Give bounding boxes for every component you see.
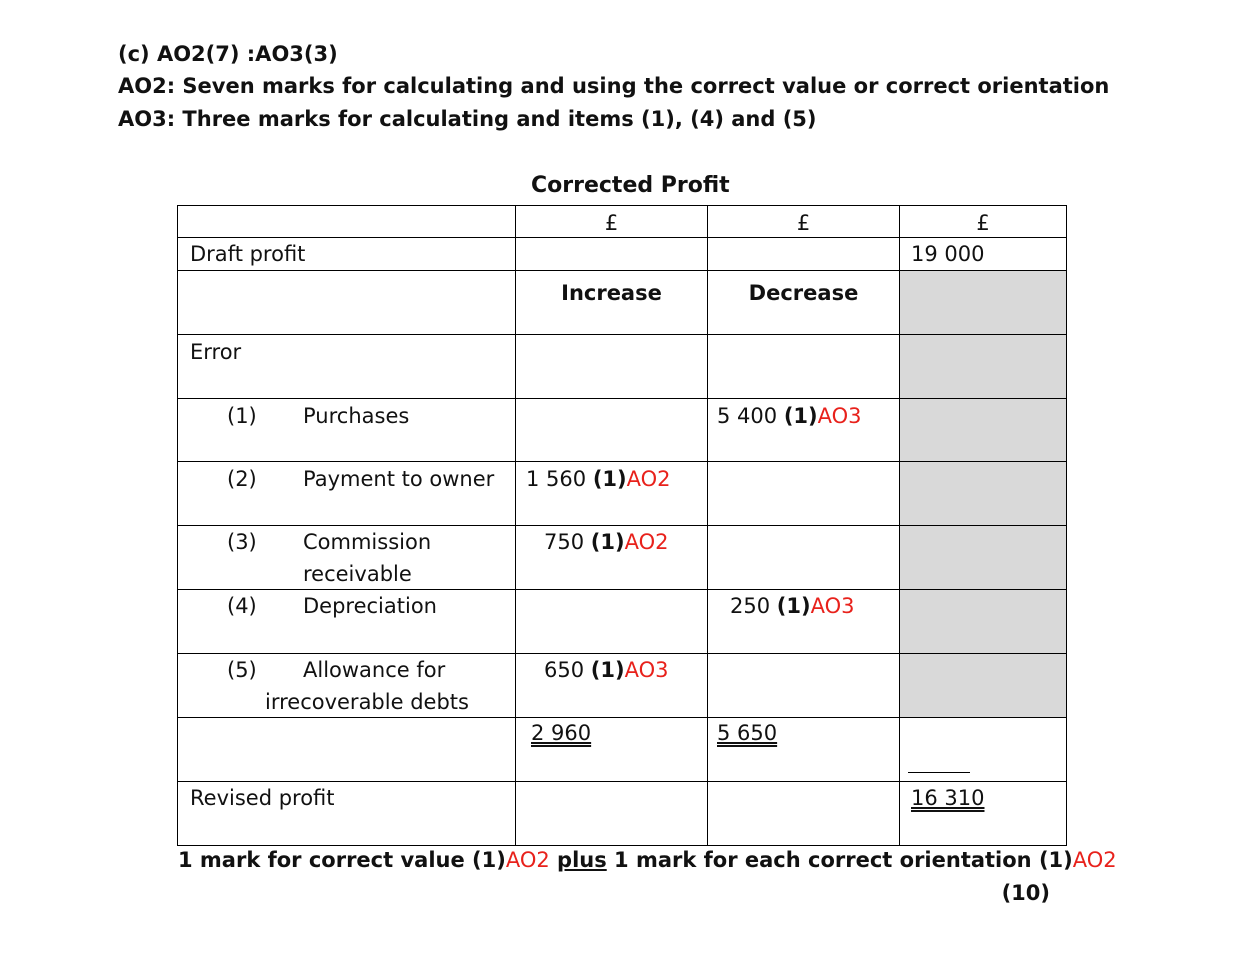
currency-cell: £ — [516, 206, 708, 238]
shaded-cell — [900, 271, 1067, 335]
blank-cell — [516, 590, 708, 654]
item-number: (3) — [227, 530, 257, 554]
ao-tag: AO2 — [624, 530, 669, 554]
increase-total: 2 960 — [531, 721, 592, 745]
blank-cell — [516, 238, 708, 271]
table-title: Corrected Profit — [531, 173, 730, 198]
error-row — [178, 335, 1067, 399]
blank-cell — [516, 399, 708, 462]
amount-value: 750 — [544, 530, 585, 554]
mark: (1) — [590, 530, 625, 554]
item-number: (1) — [227, 404, 257, 428]
blank-cell — [708, 654, 900, 718]
blank-cell — [516, 335, 708, 399]
shaded-cell — [900, 462, 1067, 526]
blank-cell — [178, 271, 516, 335]
totals-row — [178, 718, 1067, 782]
blank-cell — [708, 526, 900, 590]
ao2-description: AO2: Seven marks for calculating and using the correct value or correct orientation — [118, 74, 1110, 98]
blank-cell — [178, 206, 516, 238]
ao-tag: AO3 — [624, 658, 669, 682]
table-row — [178, 399, 1067, 462]
note-plus: plus — [557, 848, 607, 872]
table-row — [178, 654, 1067, 718]
shaded-cell — [900, 526, 1067, 590]
item-name: Payment to owner — [303, 467, 495, 491]
error-label: Error — [190, 340, 242, 364]
draft-profit-value: 19 000 — [911, 242, 985, 266]
blank-cell — [178, 718, 516, 782]
decrease-total: 5 650 — [717, 721, 778, 745]
ao-tag: AO2 — [626, 467, 671, 491]
mark: (1) — [592, 467, 627, 491]
revised-profit-row — [178, 782, 1067, 846]
subtotal-rule — [908, 772, 970, 773]
blank-cell — [708, 238, 900, 271]
amount-value: 250 — [730, 594, 771, 618]
item-name-line1: Commission — [303, 530, 432, 554]
shaded-cell — [900, 590, 1067, 654]
item-name-line2: receivable — [303, 562, 412, 586]
table-row — [178, 462, 1067, 526]
decrease-header: Decrease — [748, 281, 859, 305]
marking-note — [178, 848, 1117, 872]
blank-cell — [708, 782, 900, 846]
item-name: Purchases — [303, 404, 410, 428]
note-part2: 1 mark for each correct orientation (1) — [614, 848, 1073, 872]
shaded-cell — [900, 654, 1067, 718]
item-name-line1: Allowance for — [303, 658, 446, 682]
note-part1: 1 mark for correct value (1) — [178, 848, 506, 872]
ao-tag: AO2 — [505, 848, 550, 872]
column-header-row — [178, 271, 1067, 335]
currency-cell: £ — [900, 206, 1067, 238]
increase-amount — [544, 658, 668, 682]
draft-profit-label: Draft profit — [190, 242, 306, 266]
ao-tag: AO3 — [817, 404, 862, 428]
mark: (1) — [590, 658, 625, 682]
item-number: (5) — [227, 658, 257, 682]
ao-tag: AO2 — [1072, 848, 1117, 872]
shaded-cell — [900, 335, 1067, 399]
item-number: (2) — [227, 467, 257, 491]
table-row — [178, 526, 1067, 590]
table-row — [178, 590, 1067, 654]
decrease-amount — [717, 404, 862, 428]
currency-row — [178, 206, 1067, 238]
corrected-profit-table — [177, 205, 1067, 846]
blank-cell — [516, 782, 708, 846]
shaded-cell — [900, 399, 1067, 462]
ao3-description: AO3: Three marks for calculating and items (1), (4) and (5) — [118, 107, 817, 131]
amount-value: 1 560 — [526, 467, 587, 491]
mark: (1) — [776, 594, 811, 618]
amount-value: 650 — [544, 658, 585, 682]
blank-cell — [708, 462, 900, 526]
ao-tag: AO3 — [810, 594, 855, 618]
item-name-line2: irrecoverable debts — [265, 690, 469, 714]
blank-cell — [708, 335, 900, 399]
mark: (1) — [783, 404, 818, 428]
item-number: (4) — [227, 594, 257, 618]
increase-amount — [544, 530, 668, 554]
amount-value: 5 400 — [717, 404, 778, 428]
total-marks: (10) — [1001, 881, 1050, 905]
currency-cell: £ — [708, 206, 900, 238]
item-name: Depreciation — [303, 594, 437, 618]
increase-amount — [526, 467, 671, 491]
draft-profit-row — [178, 238, 1067, 271]
question-heading: (c) AO2(7) :AO3(3) — [118, 42, 338, 66]
increase-header: Increase — [561, 281, 662, 305]
decrease-amount — [730, 594, 854, 618]
revised-profit-label: Revised profit — [190, 786, 335, 810]
revised-profit-value: 16 310 — [911, 786, 985, 810]
